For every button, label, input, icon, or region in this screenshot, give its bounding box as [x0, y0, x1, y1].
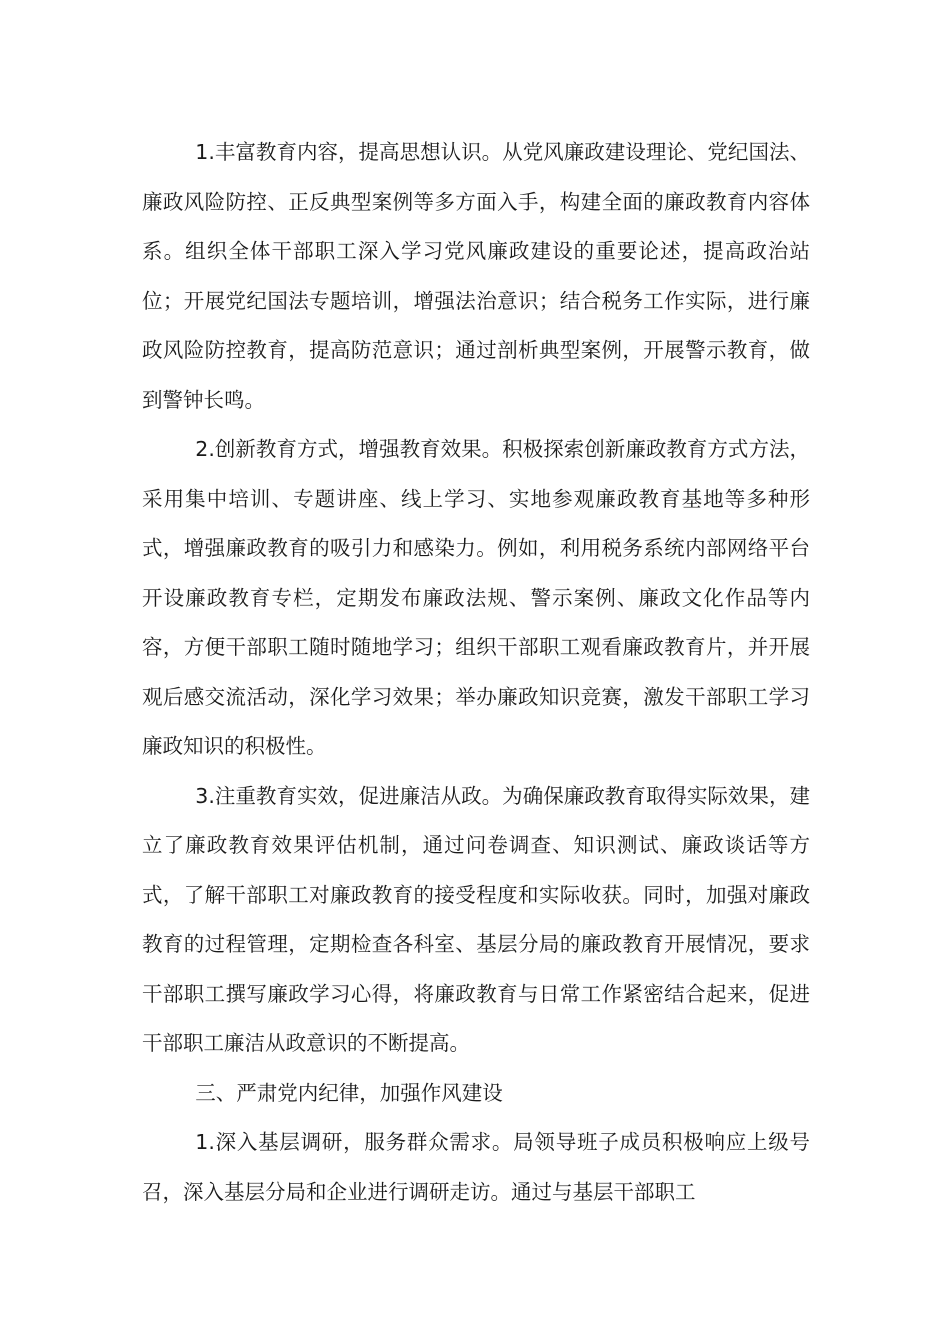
paragraph-enrich-education-content: 1.丰富教育内容，提高思想认识。从党风廉政建设理论、党纪国法、廉政风险防控、正反典型案例等多方面入手，构建全面的廉政教育内容体系。组织全体干部职工深入学习党风廉政建设的重要论述，提高政治站位；开展党纪国法专题培训，增强法治意识；结合税务工作实际，进行廉政风险防控教育，提高防范意识；通过剖析典型案例，开展警示教育，做到警钟长鸣。 — [142, 140, 810, 412]
paragraph-grassroots-research: 1.深入基层调研，服务群众需求。局领导班子成员积极响应上级号召，深入基层分局和企业进行调研走访。通过与基层干部职工 — [142, 1130, 810, 1204]
paragraph-education-effectiveness: 3.注重教育实效，促进廉洁从政。为确保廉政教育取得实际效果，建立了廉政教育效果评估机制，通过问卷调查、知识测试、廉政谈话等方式，了解干部职工对廉政教育的接受程度和实际收获。同时，加强对廉政教育的过程管理，定期检查各科室、基层分局的廉政教育开展情况，要求干部职工撰写廉政学习心得，将廉政教育与日常工作紧密结合起来，促进干部职工廉洁从政意识的不断提高。 — [142, 783, 810, 1055]
paragraph-innovate-education-methods: 2.创新教育方式，增强教育效果。积极探索创新廉政教育方式方法，采用集中培训、专题讲座、线上学习、实地参观廉政教育基地等多种形式，增强廉政教育的吸引力和感染力。例如，利用税务系统内部网络平台开设廉政教育专栏，定期发布廉政法规、警示案例、廉政文化作品等内容，方便干部职工随时随地学习；组织干部职工观看廉政教育片，并开展观后感交流活动，深化学习效果；举办廉政知识竞赛，激发干部职工学习廉政知识的积极性。 — [142, 437, 810, 758]
document-body — [142, 128, 810, 1217]
section-heading-party-discipline: 三、严肃党内纪律，加强作风建设 — [195, 1080, 503, 1105]
